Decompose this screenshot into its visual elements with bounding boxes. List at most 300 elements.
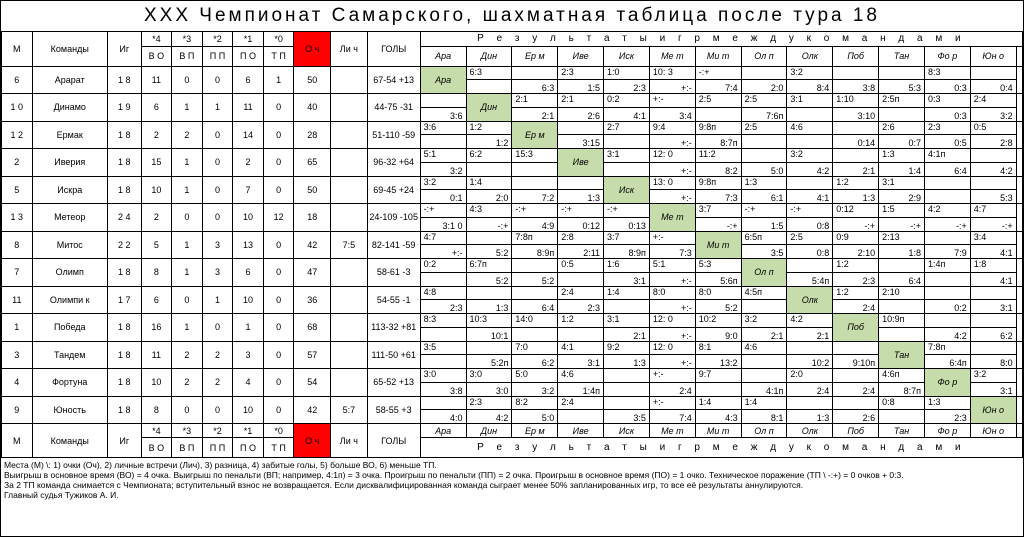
team-vp: 1	[172, 231, 203, 259]
header-col-10: Тан	[879, 424, 925, 438]
result-cell: -:+	[787, 204, 833, 218]
team-goals: 113-32 +81	[367, 314, 420, 342]
result-cell: 13:2	[695, 355, 741, 369]
team-vo: 10	[141, 369, 172, 397]
result-cell	[879, 327, 925, 341]
team-points: 57	[294, 341, 331, 369]
result-cell: 3:6	[420, 121, 466, 135]
team-vp: 1	[172, 259, 203, 287]
team-vo: 8	[141, 259, 172, 287]
team-po: 4	[233, 369, 264, 397]
result-cell: 6:5п	[741, 231, 787, 245]
team-pp: 0	[202, 204, 233, 232]
result-cell	[512, 286, 558, 300]
result-cell: 5:1	[649, 259, 695, 273]
result-cell: 3:8	[420, 382, 466, 396]
team-vo: 6	[141, 286, 172, 314]
header-games: Иг	[107, 424, 141, 458]
row-spacer	[1016, 176, 1022, 204]
result-cell: 5:4п	[787, 272, 833, 286]
result-cell: 4:1	[604, 107, 650, 121]
team-personal	[331, 341, 368, 369]
result-cell: 10:3	[466, 314, 512, 328]
result-cell: -:+	[741, 204, 787, 218]
table-row	[2, 286, 1023, 300]
result-cell	[604, 396, 650, 410]
result-cell: 5:3	[970, 190, 1016, 204]
result-cell: 7:2	[512, 190, 558, 204]
row-spacer	[1016, 94, 1022, 122]
result-cell	[787, 135, 833, 149]
result-cell	[879, 259, 925, 273]
header-loss-pen-weight: *2	[202, 424, 233, 438]
team-pp: 1	[202, 94, 233, 122]
header-col-spacer	[1016, 424, 1022, 438]
team-place: 11	[2, 286, 33, 314]
team-goals: 96-32 +64	[367, 149, 420, 177]
result-cell	[512, 162, 558, 176]
header-col-0: Ара	[420, 424, 466, 438]
result-cell: 2:6	[558, 107, 604, 121]
result-cell: 5:2	[466, 272, 512, 286]
result-cell	[604, 369, 650, 383]
result-cell	[787, 259, 833, 273]
result-cell	[558, 121, 604, 135]
result-cell: 1:4	[695, 396, 741, 410]
team-personal	[331, 149, 368, 177]
result-cell: 1:3	[879, 149, 925, 163]
team-personal	[331, 286, 368, 314]
row-spacer	[1016, 369, 1022, 397]
result-cell	[558, 327, 604, 341]
header-place: М	[2, 32, 33, 66]
team-po: 13	[233, 231, 264, 259]
result-cell: 3:1	[558, 355, 604, 369]
team-goals: 58-55 +3	[367, 396, 420, 424]
result-cell: 8:7п	[879, 382, 925, 396]
team-points: 36	[294, 286, 331, 314]
team-points: 65	[294, 149, 331, 177]
result-cell: 3:2	[420, 176, 466, 190]
result-cell: 6:4	[879, 272, 925, 286]
team-goals: 111-50 +61	[367, 341, 420, 369]
team-personal	[331, 314, 368, 342]
team-games: 1 7	[107, 286, 141, 314]
header-results: Р е з у л ь т а т ы и г р м е ж д у к о м а н д а м и	[420, 32, 1022, 46]
result-cell	[420, 396, 466, 410]
team-vo: 15	[141, 149, 172, 177]
team-vo: 8	[141, 396, 172, 424]
result-cell	[420, 94, 466, 108]
result-cell	[970, 341, 1016, 355]
result-cell	[466, 231, 512, 245]
team-po: 14	[233, 121, 264, 149]
page-title: ХХХ Чемпионат Самарского, шахматная таблица после тура 18	[1, 1, 1023, 32]
team-goals: 24-109 -105	[367, 204, 420, 232]
table-row	[2, 231, 1023, 245]
result-cell: 8:7п	[695, 135, 741, 149]
row-spacer	[1016, 121, 1022, 149]
team-name: Победа	[32, 314, 107, 342]
result-cell: -:+	[833, 217, 879, 231]
team-name: Фортуна	[32, 369, 107, 397]
result-cell	[604, 135, 650, 149]
result-cell: 8:0	[970, 355, 1016, 369]
result-cell: 3:1	[604, 272, 650, 286]
result-cell: 2:1	[787, 327, 833, 341]
result-cell: 1:3	[787, 410, 833, 424]
team-points: 47	[294, 259, 331, 287]
result-cell: 0:8	[879, 396, 925, 410]
team-name: Тандем	[32, 341, 107, 369]
result-cell: 8:9п	[512, 245, 558, 259]
result-cell: -:+	[604, 204, 650, 218]
result-cell	[420, 355, 466, 369]
team-tp: 0	[263, 314, 294, 342]
result-cell	[833, 369, 879, 383]
header-col-spacer	[1016, 46, 1022, 66]
team-place: 1 3	[2, 204, 33, 232]
result-cell: 7:4	[649, 410, 695, 424]
self-cell: Ол п	[741, 259, 787, 287]
result-cell: +:-	[649, 327, 695, 341]
result-cell: 2:4	[787, 382, 833, 396]
result-cell: 4:1	[970, 245, 1016, 259]
result-cell: 6:3	[512, 80, 558, 94]
result-cell: 9:0	[695, 327, 741, 341]
header-col-2: Ер м	[512, 424, 558, 438]
result-cell: 7:6п	[741, 107, 787, 121]
header-wins-main: В О	[141, 438, 172, 458]
result-cell: 2:11	[558, 245, 604, 259]
result-cell: 0:2	[924, 300, 970, 314]
result-cell: 7:9	[924, 245, 970, 259]
team-games: 1 9	[107, 94, 141, 122]
header-col-3: Иве	[558, 46, 604, 66]
team-personal: 5:7	[331, 396, 368, 424]
result-cell: 1:8	[970, 259, 1016, 273]
result-cell: 10:2	[787, 355, 833, 369]
team-games: 2 4	[107, 204, 141, 232]
result-cell: 3:10	[833, 107, 879, 121]
result-cell: 8:0	[695, 286, 741, 300]
note-line: Выигрыш в основное время (ВО) = 4 очка. Выигрыш по пенальти (ВП; например, 4:1п) = 3 очка. Проигрыш по пенальти (ПП) = 2 очка. Проигрыш в основное время (ПО) = 1 очко. Техническое поражение (ТП \ -:+) = 0 очков + 0:3.	[4, 470, 904, 480]
result-cell: 2:5	[787, 231, 833, 245]
team-pp: 1	[202, 286, 233, 314]
team-games: 1 8	[107, 341, 141, 369]
team-vp: 1	[172, 314, 203, 342]
result-cell: 4:2	[970, 162, 1016, 176]
result-cell: 3:6	[420, 107, 466, 121]
result-cell	[512, 176, 558, 190]
result-cell: 6:2	[512, 355, 558, 369]
result-cell: 4:6	[558, 369, 604, 383]
team-place: 1 0	[2, 94, 33, 122]
header-wins-pen-weight: *3	[172, 32, 203, 46]
result-cell: 3:8	[833, 80, 879, 94]
header-col-4: Иск	[604, 424, 650, 438]
result-cell: 0:5	[970, 121, 1016, 135]
team-vp: 0	[172, 204, 203, 232]
team-points: 18	[294, 204, 331, 232]
result-cell: +:-	[649, 162, 695, 176]
header-col-3: Иве	[558, 424, 604, 438]
result-cell	[695, 382, 741, 396]
team-po: 10	[233, 396, 264, 424]
team-goals: 67-54 +13	[367, 66, 420, 94]
team-place: 6	[2, 66, 33, 94]
result-cell: 8:1	[741, 410, 787, 424]
result-cell: 7:8п	[924, 341, 970, 355]
team-vp: 0	[172, 286, 203, 314]
header-wins-pen: В П	[172, 438, 203, 458]
chess-table	[1, 32, 1023, 458]
result-cell: 2:10	[833, 245, 879, 259]
header-wins-main-weight: *4	[141, 424, 172, 438]
self-cell: Ер м	[512, 121, 558, 149]
team-points: 68	[294, 314, 331, 342]
result-cell: 1:4	[741, 396, 787, 410]
team-tp: 0	[263, 286, 294, 314]
result-cell: 1:2	[466, 135, 512, 149]
result-cell: 5:2	[695, 300, 741, 314]
result-cell: 4:1	[787, 190, 833, 204]
result-cell: 0:8	[787, 217, 833, 231]
header-loss-main-weight: *1	[233, 32, 264, 46]
result-cell: 4:2	[466, 410, 512, 424]
result-cell: 10:2	[695, 314, 741, 328]
result-cell: 1:3	[833, 190, 879, 204]
result-cell: 5:0	[512, 410, 558, 424]
result-cell: 1:3	[466, 300, 512, 314]
header-col-1: Дин	[466, 424, 512, 438]
result-cell: +:-	[649, 80, 695, 94]
result-cell: 3:1	[970, 382, 1016, 396]
team-personal: 7:5	[331, 231, 368, 259]
result-cell: 2:6	[833, 410, 879, 424]
result-value: 3:1	[442, 220, 455, 231]
team-place: 1 2	[2, 121, 33, 149]
result-cell	[512, 327, 558, 341]
result-cell: 8:1	[695, 341, 741, 355]
team-games: 1 8	[107, 259, 141, 287]
result-cell: 15:3	[512, 149, 558, 163]
table-row	[2, 341, 1023, 355]
self-cell: Ме т	[649, 204, 695, 232]
result-cell: 2:8	[558, 231, 604, 245]
self-cell: Тан	[879, 341, 925, 369]
team-place: 3	[2, 341, 33, 369]
result-cell: 3:1	[604, 314, 650, 328]
header-col-0: Ара	[420, 46, 466, 66]
result-cell: 10:1	[466, 327, 512, 341]
result-cell	[924, 231, 970, 245]
result-cell	[970, 149, 1016, 163]
result-cell	[833, 121, 879, 135]
self-cell: Иве	[558, 149, 604, 177]
result-cell: 3:4	[970, 231, 1016, 245]
result-cell: 1:3	[741, 176, 787, 190]
team-personal	[331, 94, 368, 122]
result-cell: 1:5	[741, 217, 787, 231]
result-cell: 5:2п	[466, 355, 512, 369]
team-vo: 10	[141, 176, 172, 204]
result-cell: 0:4	[970, 80, 1016, 94]
result-cell	[558, 272, 604, 286]
result-cell: 6:2	[466, 149, 512, 163]
table-row	[2, 259, 1023, 273]
header-col-8: Олк	[787, 424, 833, 438]
result-cell: 2:1	[558, 94, 604, 108]
result-cell	[741, 355, 787, 369]
rules-notes	[1, 458, 1023, 502]
result-cell: 1:0	[604, 66, 650, 80]
header-tech: Т П	[263, 46, 294, 66]
result-cell: 12: 0	[649, 314, 695, 328]
team-pp: 3	[202, 231, 233, 259]
result-cell: 3:7	[695, 204, 741, 218]
table-row	[2, 369, 1023, 383]
team-personal	[331, 66, 368, 94]
result-value: 0	[455, 220, 463, 231]
result-cell: 1:2	[558, 314, 604, 328]
header-wins-main-weight: *4	[141, 32, 172, 46]
result-cell: -:+	[970, 217, 1016, 231]
team-pp: 0	[202, 176, 233, 204]
result-cell	[879, 300, 925, 314]
header-wins-main: В О	[141, 46, 172, 66]
result-cell: 0:2	[604, 94, 650, 108]
team-name: Митос	[32, 231, 107, 259]
result-cell: 6:1	[741, 190, 787, 204]
result-cell: 1:4п	[558, 382, 604, 396]
result-cell: 2:1	[741, 327, 787, 341]
self-cell: Дин	[466, 94, 512, 122]
result-cell: 3:2	[741, 314, 787, 328]
result-cell: 2:6	[879, 121, 925, 135]
result-cell: 0:12	[558, 217, 604, 231]
result-cell: 2:0	[466, 190, 512, 204]
result-cell: +:-	[649, 135, 695, 149]
result-cell: 4:6	[787, 121, 833, 135]
result-cell: 2:5п	[879, 94, 925, 108]
result-cell	[741, 135, 787, 149]
team-place: 2	[2, 149, 33, 177]
result-cell: 1:2	[466, 121, 512, 135]
team-vo: 11	[141, 341, 172, 369]
header-goals: ГОЛЫ	[367, 424, 420, 458]
result-cell: 4:3	[695, 410, 741, 424]
team-goals: 58-61 -3	[367, 259, 420, 287]
team-tp: 1	[263, 66, 294, 94]
header-col-1: Дин	[466, 46, 512, 66]
header-col-9: Поб	[833, 46, 879, 66]
result-cell: +:-	[420, 245, 466, 259]
team-games: 2 2	[107, 231, 141, 259]
result-cell	[924, 286, 970, 300]
result-cell	[970, 286, 1016, 300]
result-cell: 4:0	[420, 410, 466, 424]
result-cell	[512, 66, 558, 80]
result-cell	[924, 314, 970, 328]
header-col-2: Ер м	[512, 46, 558, 66]
result-cell	[512, 259, 558, 273]
result-cell	[420, 135, 466, 149]
result-cell: 1:8	[879, 245, 925, 259]
header-row	[2, 32, 1023, 46]
note-line: Главный судья Тужиков А. И.	[4, 490, 119, 500]
header-loss-main-weight: *1	[233, 424, 264, 438]
result-cell	[970, 66, 1016, 80]
result-cell: 6:4п	[924, 355, 970, 369]
result-cell: +:-	[649, 396, 695, 410]
result-cell: 3:4	[649, 107, 695, 121]
table-row	[2, 204, 1023, 218]
team-name: Юность	[32, 396, 107, 424]
row-spacer	[1016, 314, 1022, 342]
team-po: 6	[233, 259, 264, 287]
result-cell: 2:4	[558, 286, 604, 300]
team-po: 10	[233, 286, 264, 314]
team-vo: 5	[141, 231, 172, 259]
result-cell: +:-	[649, 272, 695, 286]
self-cell: Фо р	[924, 369, 970, 397]
team-pp: 0	[202, 314, 233, 342]
result-cell: 8:3	[420, 314, 466, 328]
team-points: 42	[294, 231, 331, 259]
result-cell: 4:1	[970, 272, 1016, 286]
header-place: М	[2, 424, 33, 458]
result-cell: 3:7	[604, 231, 650, 245]
result-cell: 2:4	[970, 94, 1016, 108]
team-tp: 0	[263, 396, 294, 424]
result-cell: 4:9	[512, 217, 558, 231]
result-cell: 7:8п	[512, 231, 558, 245]
team-tp: 0	[263, 259, 294, 287]
result-cell	[879, 66, 925, 80]
header-col-5: Ме т	[649, 424, 695, 438]
team-goals: 51-110 -59	[367, 121, 420, 149]
result-cell: 3:1	[787, 94, 833, 108]
row-spacer	[1016, 259, 1022, 287]
result-cell	[466, 286, 512, 300]
team-vo: 2	[141, 204, 172, 232]
result-cell: 0:13	[604, 217, 650, 231]
result-cell: 1:10	[833, 94, 879, 108]
team-games: 1 8	[107, 66, 141, 94]
result-cell: 8:0	[649, 286, 695, 300]
header-tech-weight: *0	[263, 32, 294, 46]
result-cell: 0:3	[924, 94, 970, 108]
result-cell	[833, 396, 879, 410]
result-cell: 6:4	[512, 300, 558, 314]
team-tp: 0	[263, 231, 294, 259]
row-spacer	[1016, 286, 1022, 314]
self-cell: Ара	[420, 66, 466, 94]
result-cell	[924, 176, 970, 190]
header-col-9: Поб	[833, 424, 879, 438]
result-cell: 3:15	[558, 135, 604, 149]
result-cell: 1:4п	[924, 259, 970, 273]
team-tp: 0	[263, 121, 294, 149]
header-col-5: Ме т	[649, 46, 695, 66]
result-cell	[741, 66, 787, 80]
result-cell: 0:5	[558, 259, 604, 273]
result-cell: -:+	[512, 204, 558, 218]
result-cell: 4:1п	[924, 149, 970, 163]
team-points: 42	[294, 396, 331, 424]
result-cell: 2:8	[970, 135, 1016, 149]
